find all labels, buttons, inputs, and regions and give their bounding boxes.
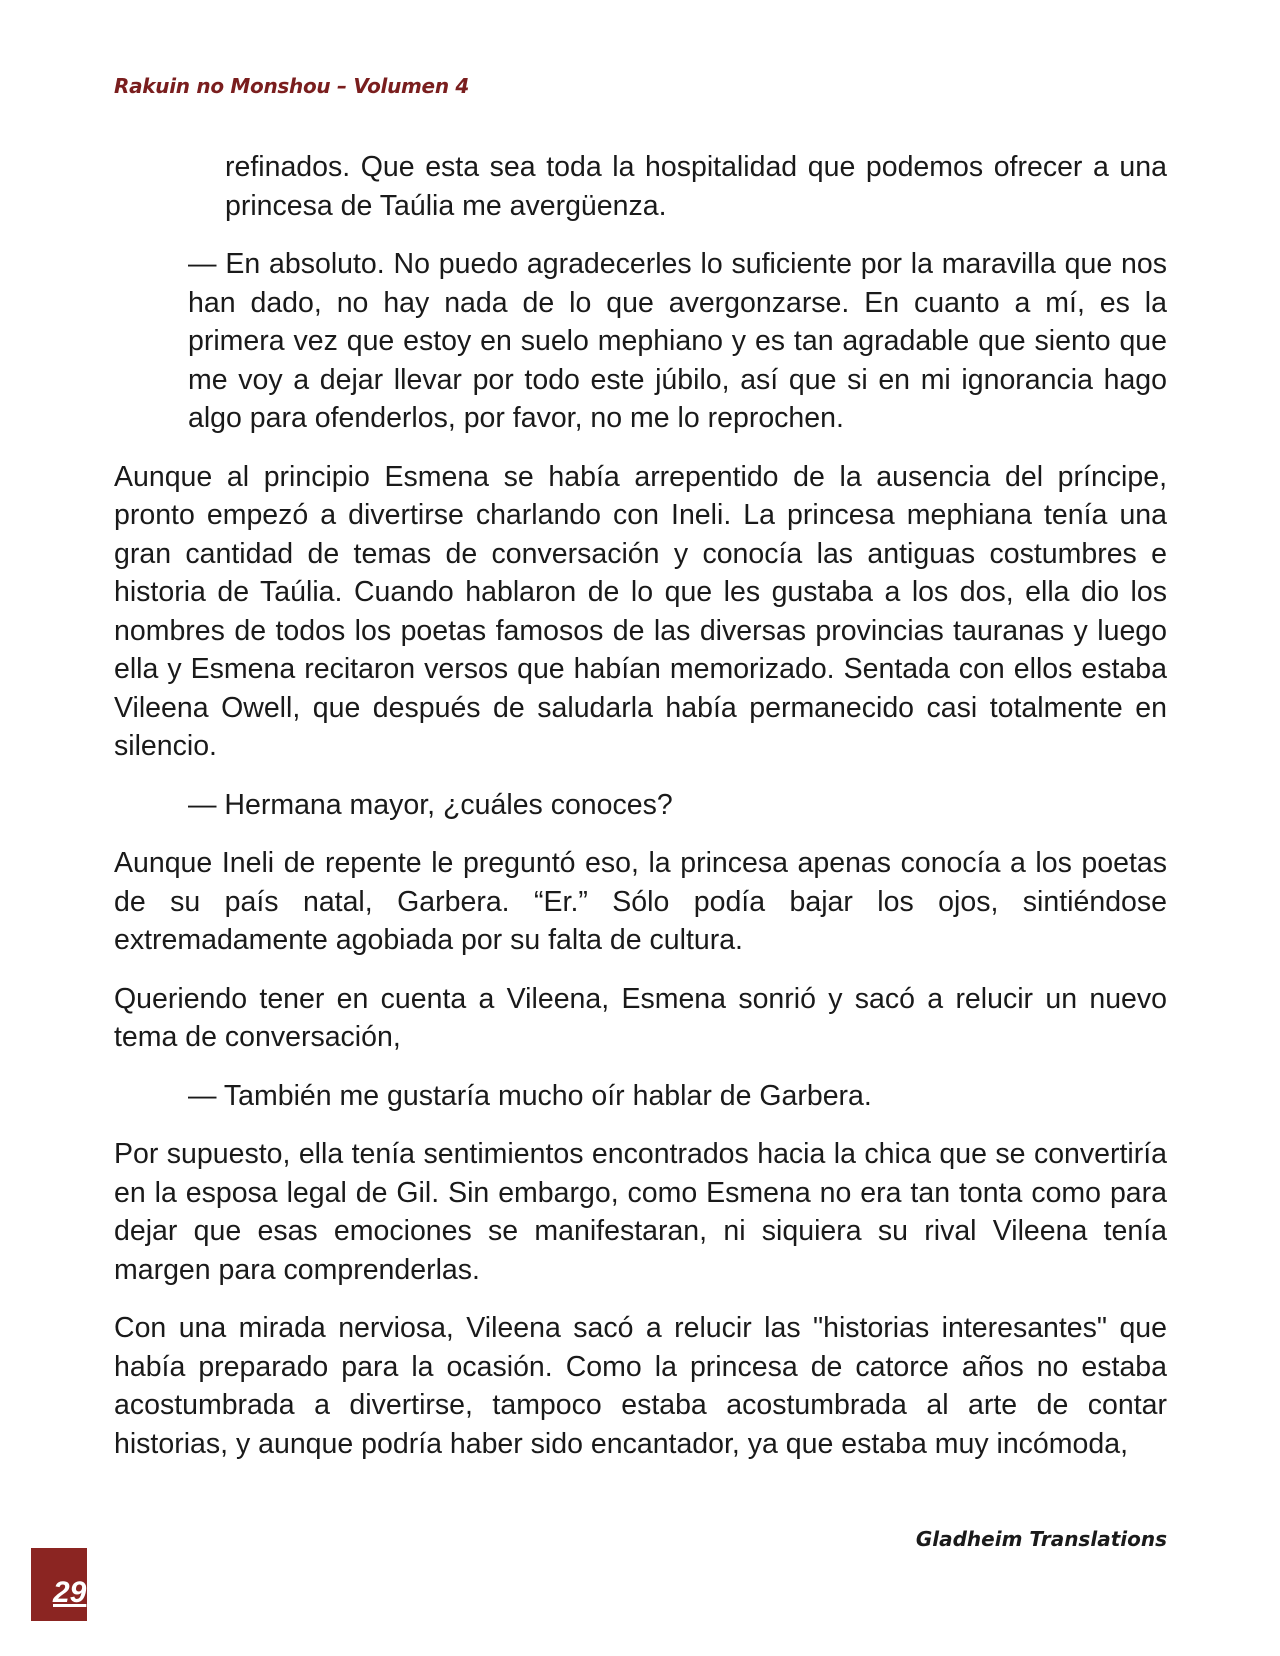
page-body	[114, 148, 1167, 1483]
dialogue-paragraph: — También me gustaría mucho oír hablar de Garbera.	[188, 1079, 872, 1112]
footer-credit: Gladheim Translations	[915, 1527, 1167, 1551]
body-paragraph: Queriendo tener en cuenta a Vileena, Esmena sonrió y sacó a relucir un nuevo tema de conversación,	[114, 982, 1167, 1053]
body-paragraph: Con una mirada nerviosa, Vileena sacó a relucir las "historias interesantes" que había preparado para la ocasión. Como la princesa de catorce años no estaba acostumbrada a divertirse, tampoco estaba acostumbrada al arte de contar historias, y aunque podría haber sido encantador, ya que estaba muy incómoda,	[114, 1312, 1167, 1460]
body-paragraph: Aunque al principio Esmena se había arrepentido de la ausencia del príncipe, pronto empezó a divertirse charlando con Ineli. La princesa mephiana tenía una gran cantidad de temas de conversación y conocía las antiguas costumbres e historia de Taúlia. Cuando hablaron de lo que les gustaba a los dos, ella dio los nombres de todos los poetas famosos de las diversas provincias tauranas y luego ella y Esmena recitaron versos que habían memorizado. Sentada con ellos estaba Vileena Owell, que después de saludarla había permanecido casi totalmente en silencio.	[114, 460, 1167, 762]
body-paragraph: Aunque Ineli de repente le preguntó eso, la princesa apenas conocía a los poetas de su país natal, Garbera. “Er.” Sólo podía bajar los ojos, sintiéndose extremadamente agobiada por su falta de cultura.	[114, 847, 1167, 956]
running-header: Rakuin no Monshou – Volumen 4	[114, 74, 470, 98]
body-paragraph: Por supuesto, ella tenía sentimientos encontrados hacia la chica que se convertiría en la esposa legal de Gil. Sin embargo, como Esmena no era tan tonta como para dejar que esas emociones se manifestaran, ni siquiera su rival Vileena tenía margen para comprenderlas.	[114, 1138, 1167, 1286]
dialogue-paragraph: refinados. Que esta sea toda la hospitalidad que podemos ofrecer a una princesa de Taúlia me avergüenza.	[225, 151, 1167, 222]
dialogue-paragraph: — En absoluto. No puedo agradecerles lo suficiente por la maravilla que nos han dado, no hay nada de lo que avergonzarse. En cuanto a mí, es la primera vez que estoy en suelo mephiano y es tan agradable que siento que me voy a dejar llevar por todo este júbilo, así que si en mi ignorancia hago algo para ofenderlos, por favor, no me lo reprochen.	[188, 248, 1167, 434]
page-number-badge	[31, 1548, 87, 1621]
dialogue-paragraph: — Hermana mayor, ¿cuáles conoces?	[188, 788, 673, 821]
page-number: 29	[53, 1576, 87, 1609]
